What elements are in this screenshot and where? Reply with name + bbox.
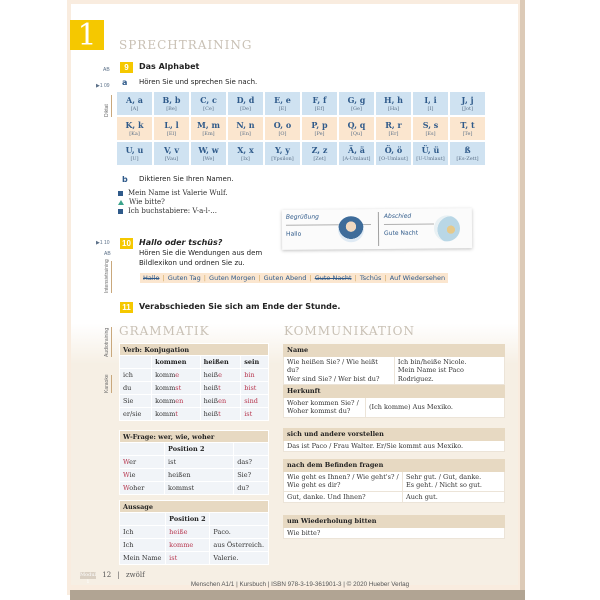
table-row: [120, 369, 269, 382]
wordbank-item: Guten Morgen: [209, 274, 256, 282]
audio-track-tag[interactable]: ▶1 09: [96, 83, 110, 89]
alphabet-letter: C, c: [200, 94, 217, 105]
table-cell: Position 2: [166, 513, 210, 526]
alphabet-cell: [413, 142, 448, 165]
table-row: [120, 526, 269, 539]
table-cell: heißen: [200, 395, 241, 408]
alphabet-cell: [413, 92, 448, 115]
exercise-number-badge: 11: [120, 302, 133, 313]
table-cell: Sehr gut. / Gut, danke. Es geht. / Nicht so gut.: [403, 471, 505, 491]
alphabet-cell: [450, 142, 485, 165]
table-cell: heißt: [200, 382, 241, 395]
alphabet-letter-name: [Ha]: [387, 105, 400, 112]
alphabet-cell: [228, 142, 263, 165]
bildlexikon-card: [282, 208, 472, 250]
table-header: Verb: Konjugation: [120, 344, 269, 356]
dialog-text: Ich buchstabiere: V-a-l-...: [128, 207, 217, 215]
bildlexikon-heading: Abschied: [383, 212, 412, 220]
table-cell: [120, 356, 152, 369]
alphabet-letter-name: [E]: [278, 105, 287, 112]
wordbank-item: Gute Nacht: [314, 274, 352, 282]
subexercise-instruction: Hören Sie und sprechen Sie nach.: [139, 78, 258, 86]
table-cell: bist: [241, 382, 269, 395]
table-row: [284, 440, 505, 452]
alphabet-letter-name: [Ypsilon]: [271, 155, 294, 162]
alphabet-cell: [154, 92, 189, 115]
audio-track-tag[interactable]: ▶1 10: [96, 240, 110, 246]
alphabet-letter: E, e: [274, 94, 291, 105]
table-cell: kommt: [152, 408, 201, 421]
alphabet-cell: [154, 117, 189, 140]
table-cell: Ich bin/heiße Nicole. Mein Name ist Paco Rodriguez.: [394, 356, 504, 385]
table-cell: Ich: [120, 539, 166, 552]
alphabet-cell: [302, 92, 337, 115]
page-word: zwölf: [125, 571, 145, 579]
subexercise-letter: a: [122, 78, 128, 87]
alphabet-letter: G, g: [347, 94, 366, 105]
alphabet-letter-name: [A-Umlaut]: [342, 155, 371, 162]
alphabet-letter: N, n: [236, 119, 255, 130]
table-row: [120, 382, 269, 395]
table-cell: Woher: [120, 482, 165, 495]
table-cell: kommst: [152, 382, 201, 395]
table-cell: ich: [120, 369, 152, 382]
table-cell: heißt: [200, 408, 241, 421]
alphabet-letter-name: [Ix]: [241, 155, 250, 162]
table-header: nach dem Befinden fragen: [284, 460, 505, 472]
greeting-illustration: [338, 216, 364, 242]
square-bullet-icon: [118, 191, 123, 196]
wordbank-separator: |: [382, 274, 389, 282]
table-cell: Wie geht es Ihnen? / Wie geht's? / Wie geht es dir?: [284, 471, 403, 491]
page-number: 12: [102, 571, 112, 579]
alphabet-letter: H, h: [384, 94, 403, 105]
alphabet-cell: [302, 117, 337, 140]
table-cell: aus Österreich.: [210, 539, 269, 552]
alphabet-letter-name: [Em]: [202, 130, 215, 137]
table-header: sich und andere vorstellen: [284, 429, 505, 441]
table-row: [120, 469, 269, 482]
table-cell: heiße: [200, 369, 241, 382]
table-cell: ist: [241, 408, 269, 421]
alphabet-letter: Z, z: [311, 144, 328, 155]
alphabet-letter-name: [El]: [166, 130, 177, 137]
table-row: [120, 443, 269, 456]
table-cell: Wie heißen Sie? / Wie heißt du? Wer sind Sie? / Wer bist du?: [284, 356, 395, 385]
alphabet-letter-name: [Be]: [166, 105, 177, 112]
square-bullet-icon: [118, 209, 123, 214]
table-cell: Mein Name: [120, 552, 166, 565]
divider: [384, 224, 434, 225]
alphabet-letter-name: [Ge]: [351, 105, 362, 112]
table-cell: Position 2: [165, 443, 234, 456]
alphabet-cell: [265, 117, 300, 140]
alphabet-letter: T, t: [460, 119, 475, 130]
alphabet-letter: Ä, ä: [348, 144, 365, 155]
section-title: SPRECHTRAINING: [119, 38, 253, 52]
dialog: [118, 189, 228, 216]
alphabet-letter: J, j: [461, 94, 474, 105]
wordbank-separator: |: [307, 274, 314, 282]
table-header: Aussage: [120, 501, 269, 513]
alphabet-letter: Q, q: [347, 119, 366, 130]
audiotraining-tag: Audiotraining: [104, 327, 110, 357]
divider: [378, 212, 379, 246]
table-cell: Valerie.: [210, 552, 269, 565]
alphabet-cell: [339, 117, 374, 140]
alphabet-letter-name: [Es]: [425, 130, 436, 137]
subexercise-instruction: Diktieren Sie Ihren Namen.: [139, 175, 234, 183]
wfrage-table: [119, 430, 269, 495]
table-row: [120, 456, 269, 469]
exercise-instruction: Hören Sie die Wendungen aus dem: [139, 249, 263, 257]
exercise-title: Hallo oder tschüs?: [139, 238, 223, 247]
alphabet-letter: S, s: [422, 119, 439, 130]
alphabet-cell: [117, 92, 152, 115]
alphabet-letter: W, w: [198, 144, 219, 155]
alphabet-letter: D, d: [236, 94, 255, 105]
table-cell: er/sie: [120, 408, 152, 421]
table-cell: kommen: [152, 356, 201, 369]
alphabet-cell: [450, 92, 485, 115]
alphabet-letter: I, i: [424, 94, 437, 105]
alphabet-cell: [117, 117, 152, 140]
table-row: [120, 513, 269, 526]
alphabet-letter-name: [Ka]: [129, 130, 140, 137]
alphabet-cell: [117, 142, 152, 165]
table-cell: Ich: [120, 526, 166, 539]
page-shadow-bottom: [70, 590, 525, 600]
table-cell: Wie: [120, 469, 165, 482]
table-cell: komme: [166, 539, 210, 552]
alphabet-cell: [191, 92, 226, 115]
alphabet-cell: [191, 142, 226, 165]
dialog-text: Mein Name ist Valerie Wulf.: [128, 189, 228, 197]
bildlexikon-word: Gute Nacht: [384, 229, 419, 237]
alphabet-letter: M, m: [197, 119, 220, 130]
exercise-number-badge: 9: [120, 62, 133, 73]
name-table: [283, 344, 505, 385]
alphabet-cell: [228, 117, 263, 140]
table-cell: komme: [152, 369, 201, 382]
alphabet-letter: O, o: [273, 119, 292, 130]
table-row: [120, 552, 269, 565]
diktat-tag: Diktat: [104, 95, 112, 117]
alphabet-letter-name: [En]: [240, 130, 251, 137]
wordbank-item: Auf Wiedersehen: [389, 274, 446, 282]
workbook-ref-tag: AB: [104, 251, 111, 257]
page-footer: [80, 571, 145, 585]
table-cell: bin: [241, 369, 269, 382]
alphabet-letter: V, v: [163, 144, 180, 155]
aussage-table: [119, 500, 269, 565]
modul-tag: Modul 1: [80, 571, 97, 585]
table-header: Herkunft: [284, 386, 505, 398]
alphabet-letter-name: [Ef]: [314, 105, 325, 112]
table-cell: heißen: [200, 356, 241, 369]
table-cell: [210, 513, 269, 526]
table-row: [120, 356, 269, 369]
alphabet-letter: Ü, ü: [421, 144, 440, 155]
exercise-title: Das Alphabet: [139, 62, 200, 71]
table-cell: heißen: [165, 469, 234, 482]
alphabet-letter-name: [We]: [202, 155, 215, 162]
chapter-number-badge: 1: [70, 20, 104, 50]
table-row: [284, 397, 505, 417]
alphabet-letter: B, b: [162, 94, 181, 105]
bildlexikon-heading: Begrüßung: [285, 213, 320, 221]
table-cell: Paco.: [210, 526, 269, 539]
table-cell: Sie: [120, 395, 152, 408]
table-cell: ist: [165, 456, 234, 469]
alphabet-letter: F, f: [312, 94, 327, 105]
farewell-illustration: [434, 215, 460, 241]
subexercise-letter: b: [122, 175, 128, 184]
alphabet-letter: K, k: [125, 119, 144, 130]
table-cell: Gut, danke. Und Ihnen?: [284, 491, 403, 503]
alphabet-letter: ß: [464, 144, 471, 155]
alphabet-letter-name: [Qu]: [350, 130, 363, 137]
alphabet-letter: P, p: [311, 119, 328, 130]
wiederholung-table: [283, 515, 505, 539]
alphabet-cell: [302, 142, 337, 165]
dialog-line: [118, 207, 228, 216]
konjugation-table: [119, 343, 269, 421]
wordbank-item: Hallo: [143, 274, 160, 282]
separator: |: [117, 571, 120, 579]
table-cell: sein: [241, 356, 269, 369]
table-cell: (Ich komme) Aus Mexiko.: [366, 397, 505, 417]
dialog-line: [118, 198, 228, 207]
wordbank-separator: |: [352, 274, 359, 282]
table-cell: Sie?: [234, 469, 269, 482]
table-row: [284, 471, 505, 491]
alphabet-letter-name: [Jot]: [462, 105, 473, 112]
bildlexikon-word: Hallo: [286, 230, 302, 238]
alphabet-letter: R, r: [385, 119, 402, 130]
vorstellen-table: [283, 428, 505, 452]
table-cell: kommst: [165, 482, 234, 495]
alphabet-cell: [339, 142, 374, 165]
alphabet-cell: [154, 142, 189, 165]
table-cell: du?: [234, 482, 269, 495]
alphabet-cell: [228, 92, 263, 115]
wordbank-item: Guten Tag: [167, 274, 201, 282]
table-cell: ist: [166, 552, 210, 565]
table-row: [284, 356, 505, 385]
table-cell: Das ist Paco / Frau Walter. Er/Sie kommt aus Mexiko.: [284, 440, 505, 452]
kommunikation-title: KOMMUNIKATION: [284, 324, 415, 338]
page-shadow-right: [520, 0, 525, 598]
dialog-text: Wie bitte?: [129, 198, 165, 206]
alphabet-cell: [450, 117, 485, 140]
table-header: Name: [284, 345, 505, 357]
alphabet-letter: Ö, ö: [384, 144, 403, 155]
table-cell: Wer: [120, 456, 165, 469]
table-cell: [120, 443, 165, 456]
wordbank-item: Guten Abend: [263, 274, 307, 282]
alphabet-letter-name: [I]: [427, 105, 434, 112]
wordbank-item: Tschüs: [359, 274, 382, 282]
table-row: [120, 482, 269, 495]
alphabet-grid: [117, 92, 485, 165]
workbook-ref-tag: AB: [103, 67, 110, 73]
alphabet-letter: U, u: [125, 144, 144, 155]
table-cell: kommen: [152, 395, 201, 408]
table-header: um Wiederholung bitten: [284, 516, 505, 528]
table-cell: sind: [241, 395, 269, 408]
wordbank-separator: |: [256, 274, 263, 282]
intensivtraining-tag: Intensivtraining: [104, 259, 110, 293]
table-row: [120, 395, 269, 408]
wordbank-separator: |: [201, 274, 209, 282]
imprint: Menschen A1/1 | Kursbuch | ISBN 978-3-19-361901-3 | © 2020 Hueber Verlag: [190, 581, 410, 588]
alphabet-cell: [413, 117, 448, 140]
alphabet-letter-name: [De]: [240, 105, 251, 112]
alphabet-cell: [376, 142, 411, 165]
alphabet-letter-name: [Zet]: [313, 155, 326, 162]
herkunft-table: [283, 385, 505, 418]
table-row: [120, 408, 269, 421]
befinden-table: [283, 459, 505, 503]
table-row: [284, 491, 505, 503]
table-row: [284, 527, 505, 539]
alphabet-letter-name: [U]: [130, 155, 139, 162]
table-cell: [120, 513, 166, 526]
karaoke-tag: Karaoke: [104, 374, 110, 393]
alphabet-cell: [191, 117, 226, 140]
alphabet-letter: A, a: [126, 94, 143, 105]
table-cell: Woher kommen Sie? / Woher kommst du?: [284, 397, 366, 417]
alphabet-cell: [376, 92, 411, 115]
alphabet-cell: [265, 142, 300, 165]
alphabet-cell: [339, 92, 374, 115]
exercise-instruction: Bildlexikon und ordnen Sie zu.: [139, 259, 245, 267]
alphabet-letter-name: [U-Umlaut]: [416, 155, 445, 162]
alphabet-letter: Y, y: [275, 144, 290, 155]
alphabet-letter-name: [Vau]: [164, 155, 179, 162]
alphabet-cell: [376, 117, 411, 140]
alphabet-letter: X, x: [237, 144, 254, 155]
alphabet-letter-name: [O]: [278, 130, 287, 137]
table-row: [120, 539, 269, 552]
alphabet-letter-name: [Ce]: [203, 105, 214, 112]
alphabet-letter-name: [Es-Zett]: [456, 155, 479, 162]
exercise-title: Verabschieden Sie sich am Ende der Stunde.: [139, 302, 341, 311]
exercise-number-badge: 10: [120, 238, 133, 249]
grammatik-title: GRAMMATIK: [119, 324, 210, 338]
table-cell: Wie bitte?: [284, 527, 505, 539]
alphabet-letter-name: [O-Umlaut]: [379, 155, 408, 162]
alphabet-letter-name: [Te]: [462, 130, 473, 137]
table-cell: heiße: [166, 526, 210, 539]
wordbank-separator: |: [160, 274, 167, 282]
wordbank: [140, 273, 448, 283]
alphabet-letter: L, l: [164, 119, 179, 130]
table-header: W-Frage: wer, wie, woher: [120, 431, 269, 443]
alphabet-letter-name: [Er]: [388, 130, 399, 137]
alphabet-cell: [265, 92, 300, 115]
triangle-bullet-icon: [118, 200, 124, 205]
alphabet-letter-name: [Pe]: [314, 130, 325, 137]
dialog-line: [118, 189, 228, 198]
alphabet-letter-name: [A]: [130, 105, 139, 112]
table-cell: [234, 443, 269, 456]
table-cell: Auch gut.: [403, 491, 505, 503]
table-cell: das?: [234, 456, 269, 469]
table-cell: du: [120, 382, 152, 395]
